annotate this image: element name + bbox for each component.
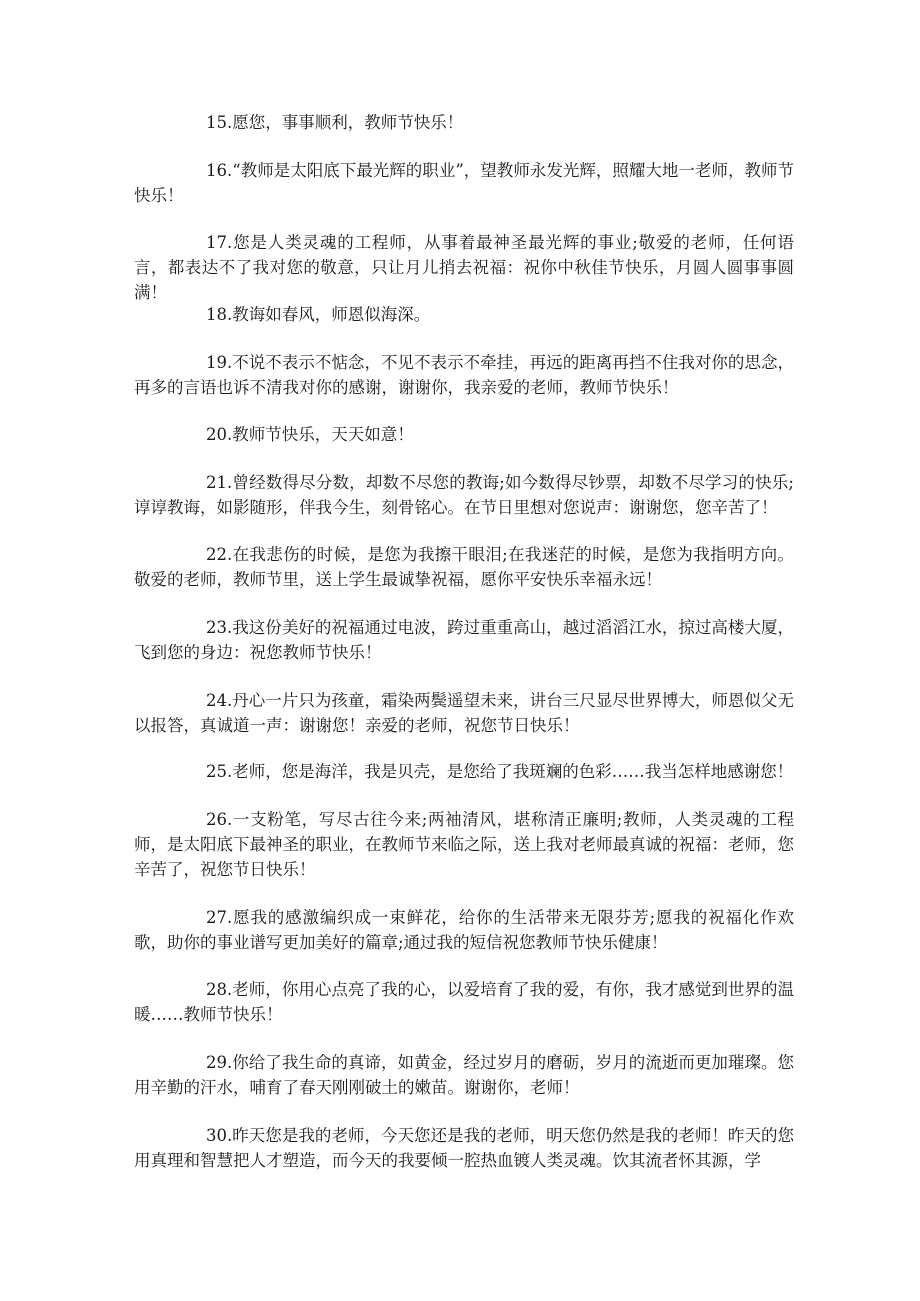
item-text: .曾经数得尽分数，却数不尽您的教诲;如今数得尽钞票，却数不尽学习的快乐;谆谆教诲，如影随形，伴我今生，刻骨铭心。在节日里想对您说声：谢谢您，您辛苦了！ bbox=[134, 473, 794, 517]
item-number: 17 bbox=[206, 233, 227, 252]
paragraph-25 bbox=[134, 759, 794, 784]
paragraph-22 bbox=[134, 542, 794, 592]
item-text: .昨天您是我的老师，今天您还是我的老师，明天您仍然是我的老师！昨天的您用真理和智慧把人才塑造，而今天的我要倾一腔热血镀人类灵魂。饮其流者怀其源，学 bbox=[134, 1126, 794, 1170]
paragraph-16 bbox=[134, 158, 794, 208]
paragraph-19 bbox=[134, 350, 794, 400]
item-number: 15 bbox=[206, 113, 227, 132]
item-text: .老师，您是海洋，我是贝壳，是您给了我斑斓的色彩……我当怎样地感谢您！ bbox=[227, 762, 794, 781]
item-number: 29 bbox=[206, 1053, 227, 1072]
item-number: 24 bbox=[206, 691, 227, 710]
paragraph-24 bbox=[134, 688, 794, 738]
item-number: 26 bbox=[206, 810, 227, 829]
item-number: 28 bbox=[206, 980, 227, 999]
item-number: 23 bbox=[206, 618, 227, 637]
paragraph-27 bbox=[134, 905, 794, 955]
item-text: .“教师是太阳底下最光辉的职业”，望教师永发光辉，照耀大地一老师，教师节快乐！ bbox=[134, 161, 794, 205]
item-number: 22 bbox=[206, 545, 227, 564]
paragraph-17 bbox=[134, 230, 794, 305]
item-text: .一支粉笔，写尽古往今来;两袖清风，堪称清正廉明;教师，人类灵魂的工程师，是太阳底下最神圣的职业，在教师节来临之际，送上我对老师最真诚的祝福：老师，您辛苦了，祝您节日快乐！ bbox=[134, 810, 794, 879]
item-text: .教师节快乐，天天如意！ bbox=[227, 425, 414, 444]
item-number: 25 bbox=[206, 762, 227, 781]
paragraph-29 bbox=[134, 1050, 794, 1100]
item-number: 18 bbox=[206, 305, 227, 324]
paragraph-26 bbox=[134, 807, 794, 882]
item-number: 30 bbox=[206, 1126, 227, 1145]
item-text: .我这份美好的祝福通过电波，跨过重重高山，越过滔滔江水，掠过高楼大厦，飞到您的身边：祝您教师节快乐！ bbox=[134, 618, 794, 662]
item-text: .你给了我生命的真谛，如黄金，经过岁月的磨砺，岁月的流逝而更加璀璨。您用辛勤的汗水，哺育了春天刚刚破土的嫩苗。谢谢你，老师！ bbox=[134, 1053, 794, 1097]
item-number: 21 bbox=[206, 473, 227, 492]
item-text: .您是人类灵魂的工程师，从事着最神圣最光辉的事业;敬爱的老师，任何语言，都表达不了我对您的敬意，只让月儿捎去祝福：祝你中秋佳节快乐，月圆人圆事事圆满！ bbox=[134, 233, 794, 302]
paragraph-18 bbox=[134, 302, 794, 327]
item-text: .在我悲伤的时候，是您为我擦干眼泪;在我迷茫的时候，是您为我指明方向。敬爱的老师，教师节里，送上学生最诚挚祝福，愿你平安快乐幸福永远！ bbox=[134, 545, 794, 589]
item-number: 20 bbox=[206, 425, 227, 444]
paragraph-23 bbox=[134, 615, 794, 665]
paragraph-15 bbox=[134, 110, 794, 135]
paragraph-20 bbox=[134, 422, 794, 447]
item-text: .不说不表示不惦念，不见不表示不牵挂，再远的距离再挡不住我对你的思念，再多的言语也诉不清我对你的感谢，谢谢你，我亲爱的老师，教师节快乐！ bbox=[134, 353, 794, 397]
item-text: .愿我的感激编织成一束鲜花，给你的生活带来无限芬芳;愿我的祝福化作欢歌，助你的事业谱写更加美好的篇章;通过我的短信祝您教师节快乐健康！ bbox=[134, 908, 794, 952]
item-number: 16 bbox=[206, 161, 227, 180]
paragraph-28 bbox=[134, 977, 794, 1027]
item-text: .丹心一片只为孩童，霜染两鬓遥望未来，讲台三尺显尽世界博大，师恩似父无以报答，真诚道一声：谢谢您！亲爱的老师，祝您节日快乐！ bbox=[134, 691, 794, 735]
item-text: .愿您，事事顺利，教师节快乐！ bbox=[227, 113, 464, 132]
paragraph-30 bbox=[134, 1123, 794, 1173]
paragraph-21 bbox=[134, 470, 794, 520]
item-text: .教诲如春风，师恩似海深。 bbox=[227, 305, 431, 324]
item-text: .老师，你用心点亮了我的心，以爱培育了我的爱，有你，我才感觉到世界的温暖……教师节快乐！ bbox=[134, 980, 794, 1024]
item-number: 19 bbox=[206, 353, 227, 372]
item-number: 27 bbox=[206, 908, 227, 927]
